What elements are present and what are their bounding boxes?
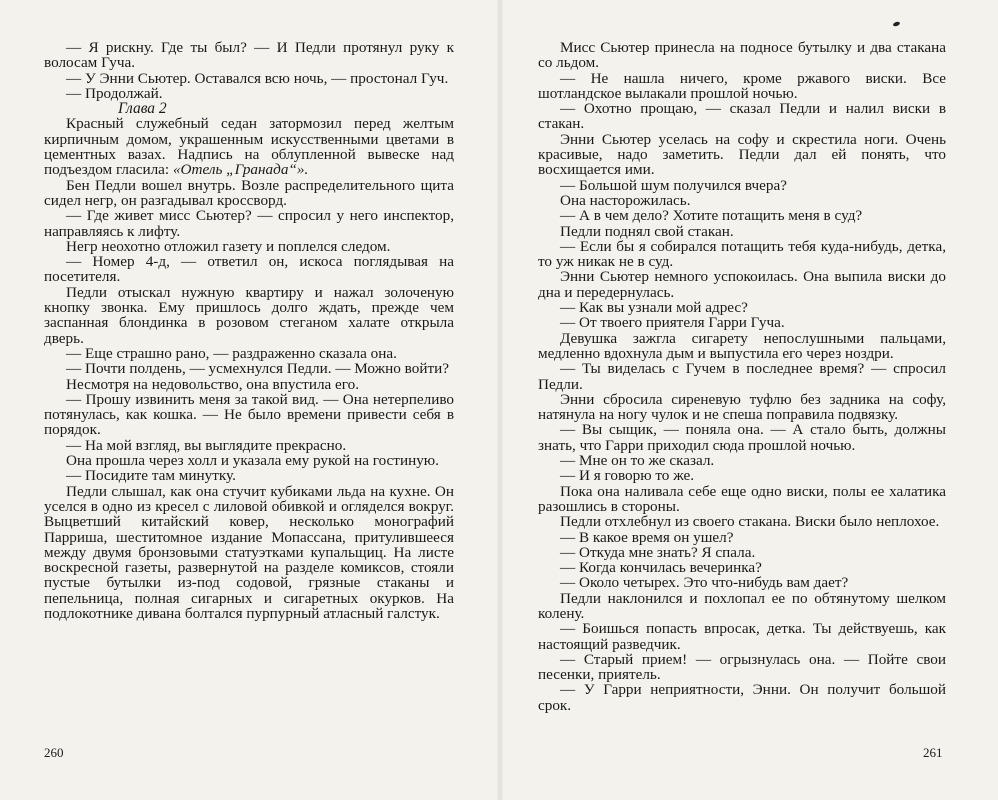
paragraph: Несмотря на недовольство, она впустила его. (66, 375, 360, 393)
paragraph: — Мне он то же сказал. (560, 452, 715, 470)
paragraph: Бен Педли вошел внутрь. Возле распределительного щита сидел негр, он разгадывал кроссворд. (44, 176, 454, 209)
paragraph: — Я рискну. Где ты был? — И Педли протянул руку к волосам Гуча. (44, 39, 454, 72)
paragraph: — Если бы я собирался потащить тебя куда-нибудь, детка, то уж никак не в суд. (538, 237, 946, 271)
paragraph: — Около четырех. Это что-нибудь вам дает? (560, 574, 849, 592)
hotel-sign: «Отель „Гранада“». (172, 161, 309, 179)
paragraph: — А в чем дело? Хотите потащить меня в суд? (560, 207, 863, 225)
paragraph: — На мой взгляд, вы выглядите прекрасно. (66, 436, 347, 454)
paragraph-sign (44, 116, 454, 177)
paragraph: Педли отыскал нужную квартиру и нажал золоченую кнопку звонка. Ему пришлось долго ждать, прежде чем заспанная блондинка в розовом стеганом халате открыла дверь. (44, 283, 454, 347)
paragraph: — Прошу извинить меня за такой вид. — Она нетерпеливо потянулась, как кошка. — Не было времени привести себя в порядок. (44, 390, 454, 439)
paragraph: Девушка зажгла сигарету непослушными пальцами, медленно вдохнула дым и выпустила его через ноздри. (538, 329, 946, 362)
paragraph: — Ты виделась с Гучем в последнее время? — спросил Педли. (538, 360, 946, 393)
paragraph: Пока она наливала себе еще одно виски, полы ее халатика разошлись в стороны. (538, 482, 946, 515)
left-page (44, 40, 454, 621)
left-intro (44, 40, 454, 101)
page-number-left: 260 (44, 745, 64, 760)
right-page (538, 40, 946, 713)
paragraph: — Продолжай. (66, 84, 163, 102)
paragraph: — У Энни Сьютер. Оставался всю ночь, — простонал Гуч. (66, 69, 449, 87)
paragraph: — Еще страшно рано, — раздраженно сказала она. (66, 344, 397, 362)
chapter-heading: Глава 2 (118, 100, 167, 118)
paragraph: Она прошла через холл и указала ему рукой на гостиную. (66, 452, 439, 470)
paragraph: Педли слышал, как она стучит кубиками льда на кухне. Он уселся в одно из кресел с лиловой обивкой и огляделся вокруг. Выцветший китайский ковер, несколько монографий Парриша, шеститомное издание Мопассана, притулившееся между двумя бронзовыми статуэтками купальщиц. На листе воскресной газеты, развернутой на разделе комиксов, стояли пустые бутылки из-под содовой, грязные стаканы и пепельница, полная сигарных и сигаретных окурков. На подлокотнике дивана болтался пурпурный атласный галстук. (44, 482, 454, 622)
paragraph: — Охотно прощаю, — сказал Педли и налил виски в стакан. (538, 100, 946, 133)
ink-speck (893, 21, 901, 27)
paragraph: — У Гарри неприятности, Энни. Он получит большой срок. (538, 681, 946, 714)
paragraph: — Когда кончилась вечеринка? (560, 559, 762, 577)
paragraph: Она насторожилась. (560, 191, 691, 209)
paragraph: — От твоего приятеля Гарри Гуча. (560, 314, 785, 332)
page-number-right: 261 (923, 745, 943, 760)
sign-paragraph-text: Красный служебный седан затормозил перед желтым кирпичным домом, украшенным искусственными цветами в цементных вазах. Надпись на облупленной вывеске над подъездом гласила: (44, 115, 454, 179)
paragraph: — В какое время он ушел? (560, 528, 734, 546)
paragraph: — Посидите там минутку. (66, 467, 236, 485)
left-body (44, 178, 454, 622)
paragraph: — Почти полдень, — усмехнулся Педли. — Можно войти? (66, 360, 449, 378)
gutter (497, 0, 503, 800)
paragraph: Педли отхлебнул из своего стакана. Виски было неплохое. (560, 513, 940, 531)
paragraph: — Боишься попасть впросак, детка. Ты действуешь, как настоящий разведчик. (538, 620, 946, 653)
paragraph: — Старый прием! — огрызнулась она. — Пойте свои песенки, приятель. (538, 650, 946, 684)
paragraph: Педли поднял свой стакан. (560, 222, 734, 240)
paragraph: — Большой шум получился вчера? (560, 176, 787, 194)
paragraph: Мисс Сьютер принесла на подносе бутылку и два стакана со льдом. (538, 39, 946, 72)
paragraph: Энни Сьютер уселась на софу и скрестила ноги. Очень красивые, надо заметить. Педли дал ей понять, что восхищается ими. (538, 130, 946, 179)
paragraph: Педли наклонился и похлопал ее по обтянутому шелком колену. (538, 589, 946, 622)
paragraph: — Как вы узнали мой адрес? (560, 299, 748, 317)
paragraph: — Номер 4-д, — ответил он, искоса поглядывая на посетителя. (44, 253, 454, 286)
paragraph: — Где живет мисс Сьютер? — спросил у него инспектор, направляясь к лифту. (44, 207, 454, 240)
paragraph: — И я говорю то же. (560, 467, 695, 485)
paragraph: — Вы сыщик, — поняла она. — А стало быть, должны знать, что Гарри приходил сюда прошлой ночью. (538, 421, 946, 454)
paragraph: — Не нашла ничего, кроме ржавого виски. Все шотландское вылакали прошлой ночью. (538, 69, 946, 102)
paragraph: Негр неохотно отложил газету и поплелся следом. (66, 237, 391, 255)
paragraph: Энни сбросила сиреневую туфлю без задника на софу, натянула на ногу чулок и не спеша поправила подвязку. (538, 390, 946, 424)
right-body (538, 40, 946, 713)
paragraph: — Откуда мне знать? Я спала. (560, 543, 756, 561)
paragraph: Энни Сьютер немного успокоилась. Она выпила виски до дна и передернулась. (538, 268, 946, 301)
